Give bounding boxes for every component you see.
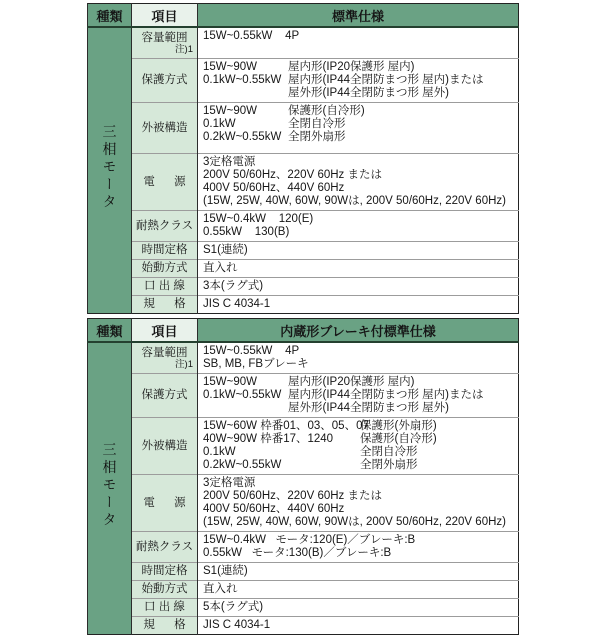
item-label: 電 源	[143, 175, 186, 188]
item-cell-protection-method	[132, 374, 198, 418]
spec-row-time-rating	[88, 563, 519, 581]
spec-row-capacity-range	[88, 27, 519, 59]
value-range: 0.1kW	[203, 118, 236, 130]
item-cell-time-rating	[132, 242, 198, 260]
spec-row-power-supply	[88, 154, 519, 211]
item-label: 外被構造	[141, 121, 188, 134]
value-desc: 屋内形(IP20保護形 屋内)	[288, 61, 415, 73]
value-line	[203, 433, 514, 446]
kind-header-cell: 種類	[88, 4, 132, 28]
value-range: 40W~90W 枠番17、1240	[203, 433, 334, 445]
value-line: 15W~0.55kW 4P	[203, 345, 300, 357]
value-range: 15W~90W	[203, 376, 258, 388]
value-desc: 全閉自冷形	[288, 118, 346, 130]
value-line: 0.55kW モータ:130(B)／ブレーキ:B	[203, 547, 392, 559]
item-cell-heat-class	[132, 211, 198, 242]
value-line: (15W, 25W, 40W, 60W, 90Wは, 200V 50/60Hz, 220V 60Hz)	[203, 516, 506, 528]
value-line: 400V 50/60Hz、440V 60Hz	[203, 182, 345, 194]
value-line: S1(連続)	[203, 565, 248, 577]
spec-table-brake	[87, 318, 519, 635]
item-cell-starting-method	[132, 581, 198, 599]
value-cell-starting-method	[198, 260, 519, 278]
item-label: 電 源	[143, 496, 186, 509]
value-line: JIS C 4034-1	[203, 298, 271, 310]
value-range: 15W~90W	[203, 61, 258, 73]
value-desc: 屋外形(IP44全閉防まつ形 屋外)	[288, 402, 450, 414]
spec-rows-brake	[88, 342, 519, 635]
item-label: 始動方式	[141, 583, 188, 595]
spec-row-heat-class	[88, 211, 519, 242]
item-cell-heat-class	[132, 532, 198, 563]
table-header-row	[88, 319, 519, 343]
value-line: JIS C 4034-1	[203, 619, 271, 631]
spec-row-power-supply	[88, 475, 519, 532]
value-desc: 屋内形(IP20保護形 屋内)	[288, 376, 415, 388]
item-cell-power-supply	[132, 154, 198, 211]
value-cell-power-supply	[198, 475, 519, 532]
spec-row-heat-class	[88, 532, 519, 563]
item-note: 注)1	[175, 358, 193, 370]
item-cell-power-supply	[132, 475, 198, 532]
value-cell-lead-wires	[198, 278, 519, 296]
item-label: 保護方式	[141, 389, 188, 401]
value-cell-time-rating	[198, 242, 519, 260]
spec-row-enclosure	[88, 103, 519, 154]
value-line	[203, 376, 514, 389]
value-cell-standard	[198, 296, 519, 314]
value-range: 15W~90W	[203, 105, 258, 117]
value-line	[203, 446, 514, 459]
item-cell-capacity-range	[132, 27, 198, 59]
item-cell-protection-method	[132, 59, 198, 103]
value-line: 0.55kW 130(B)	[203, 226, 290, 238]
item-label: 口 出 線	[144, 601, 185, 613]
value-desc: 屋内形(IP44全閉防まつ形 屋内)または	[288, 389, 484, 401]
value-line	[203, 389, 514, 402]
spec-row-capacity-range	[88, 342, 519, 374]
item-label: 容量範囲	[141, 31, 188, 44]
value-line	[203, 131, 514, 144]
spec-header-cell: 標準仕様	[198, 4, 519, 28]
value-cell-capacity-range	[198, 342, 519, 374]
value-range: 0.1kW	[203, 446, 236, 458]
value-line: 5本(ラグ式)	[203, 601, 264, 613]
value-desc: 全閉外扇形	[288, 131, 346, 143]
value-desc: 保護形(自冷形)	[360, 433, 437, 445]
item-cell-starting-method	[132, 260, 198, 278]
value-cell-capacity-range	[198, 27, 519, 59]
value-desc: 全閉自冷形	[360, 446, 418, 458]
item-cell-lead-wires	[132, 599, 198, 617]
value-line: (15W, 25W, 40W, 60W, 90Wは, 200V 50/60Hz, 220V 60Hz)	[203, 195, 506, 207]
value-range: 0.1kW~0.55kW	[203, 74, 282, 86]
table-header-row	[88, 4, 519, 28]
value-cell-enclosure	[198, 103, 519, 154]
item-cell-standard	[132, 617, 198, 635]
value-range: 0.1kW~0.55kW	[203, 389, 282, 401]
value-line: 直入れ	[203, 262, 238, 274]
spec-row-protection-method	[88, 59, 519, 103]
spec-row-standard	[88, 296, 519, 314]
value-cell-starting-method	[198, 581, 519, 599]
item-cell-enclosure	[132, 418, 198, 475]
value-range: 0.2kW~0.55kW	[203, 131, 282, 143]
spec-row-protection-method	[88, 374, 519, 418]
item-note: 注)1	[175, 43, 193, 55]
spec-row-starting-method	[88, 581, 519, 599]
spec-row-starting-method	[88, 260, 519, 278]
item-label: 時間定格	[141, 244, 188, 256]
item-label: 規 格	[143, 298, 186, 310]
value-line: 直入れ	[203, 583, 238, 595]
value-line: 400V 50/60Hz、440V 60Hz	[203, 503, 345, 515]
spec-rows-standard	[88, 27, 519, 314]
item-label: 耐熱クラス	[135, 219, 194, 232]
item-label: 耐熱クラス	[135, 540, 194, 553]
value-desc: 屋外形(IP44全閉防まつ形 屋外)	[288, 87, 450, 99]
value-cell-heat-class	[198, 211, 519, 242]
value-line	[203, 61, 514, 74]
spec-table-standard	[87, 3, 519, 314]
value-range: 0.2kW~0.55kW	[203, 459, 282, 471]
item-header-cell: 項目	[132, 319, 198, 343]
motor-type-cell	[88, 342, 132, 635]
value-cell-power-supply	[198, 154, 519, 211]
item-header-cell: 項目	[132, 4, 198, 28]
value-line: 3定格電源	[203, 156, 256, 168]
value-line	[203, 74, 514, 87]
value-line: 3本(ラグ式)	[203, 280, 264, 292]
value-line	[203, 105, 514, 118]
kind-header-cell: 種類	[88, 319, 132, 343]
item-cell-standard	[132, 296, 198, 314]
item-label: 時間定格	[141, 565, 188, 577]
item-label: 容量範囲	[141, 346, 188, 359]
spec-row-lead-wires	[88, 278, 519, 296]
value-line	[203, 87, 514, 100]
value-desc: 全閉外扇形	[360, 459, 418, 471]
item-cell-enclosure	[132, 103, 198, 154]
value-desc: 保護形(自冷形)	[288, 105, 365, 117]
motor-type-vertical-label: 三相モータ	[101, 124, 118, 212]
value-cell-time-rating	[198, 563, 519, 581]
value-line	[203, 402, 514, 415]
motor-type-cell	[88, 27, 132, 314]
motor-type-vertical-label: 三相モータ	[101, 442, 118, 530]
value-line: 200V 50/60Hz、220V 60Hz または	[203, 490, 382, 502]
value-line: 200V 50/60Hz、220V 60Hz または	[203, 169, 382, 181]
value-line	[203, 118, 514, 131]
value-cell-heat-class	[198, 532, 519, 563]
value-cell-standard	[198, 617, 519, 635]
value-line	[203, 459, 514, 472]
item-label: 保護方式	[141, 74, 188, 86]
value-line: 15W~0.55kW 4P	[203, 30, 300, 42]
value-range: 15W~60W 枠番01、03、05、07	[203, 420, 369, 432]
value-cell-enclosure	[198, 418, 519, 475]
spec-row-time-rating	[88, 242, 519, 260]
value-line: SB, MB, FBブレーキ	[203, 358, 309, 370]
spec-header-cell: 内蔵形ブレーキ付標準仕様	[198, 319, 519, 343]
item-label: 始動方式	[141, 262, 188, 274]
item-cell-time-rating	[132, 563, 198, 581]
item-cell-capacity-range	[132, 342, 198, 374]
value-cell-protection-method	[198, 374, 519, 418]
value-line: 15W~0.4kW 120(E)	[203, 213, 314, 225]
value-line	[203, 420, 514, 433]
spec-row-standard	[88, 617, 519, 635]
value-line: S1(連続)	[203, 244, 248, 256]
item-label: 外被構造	[141, 439, 188, 452]
value-line: 15W~0.4kW モータ:120(E)／ブレーキ:B	[203, 534, 416, 546]
value-cell-lead-wires	[198, 599, 519, 617]
item-cell-lead-wires	[132, 278, 198, 296]
spec-row-enclosure	[88, 418, 519, 475]
value-line: 3定格電源	[203, 477, 256, 489]
value-desc: 保護形(外扇形)	[360, 420, 437, 432]
item-label: 口 出 線	[144, 280, 185, 292]
spec-row-lead-wires	[88, 599, 519, 617]
value-cell-protection-method	[198, 59, 519, 103]
item-label: 規 格	[143, 619, 186, 631]
value-desc: 屋内形(IP44全閉防まつ形 屋内)または	[288, 74, 484, 86]
